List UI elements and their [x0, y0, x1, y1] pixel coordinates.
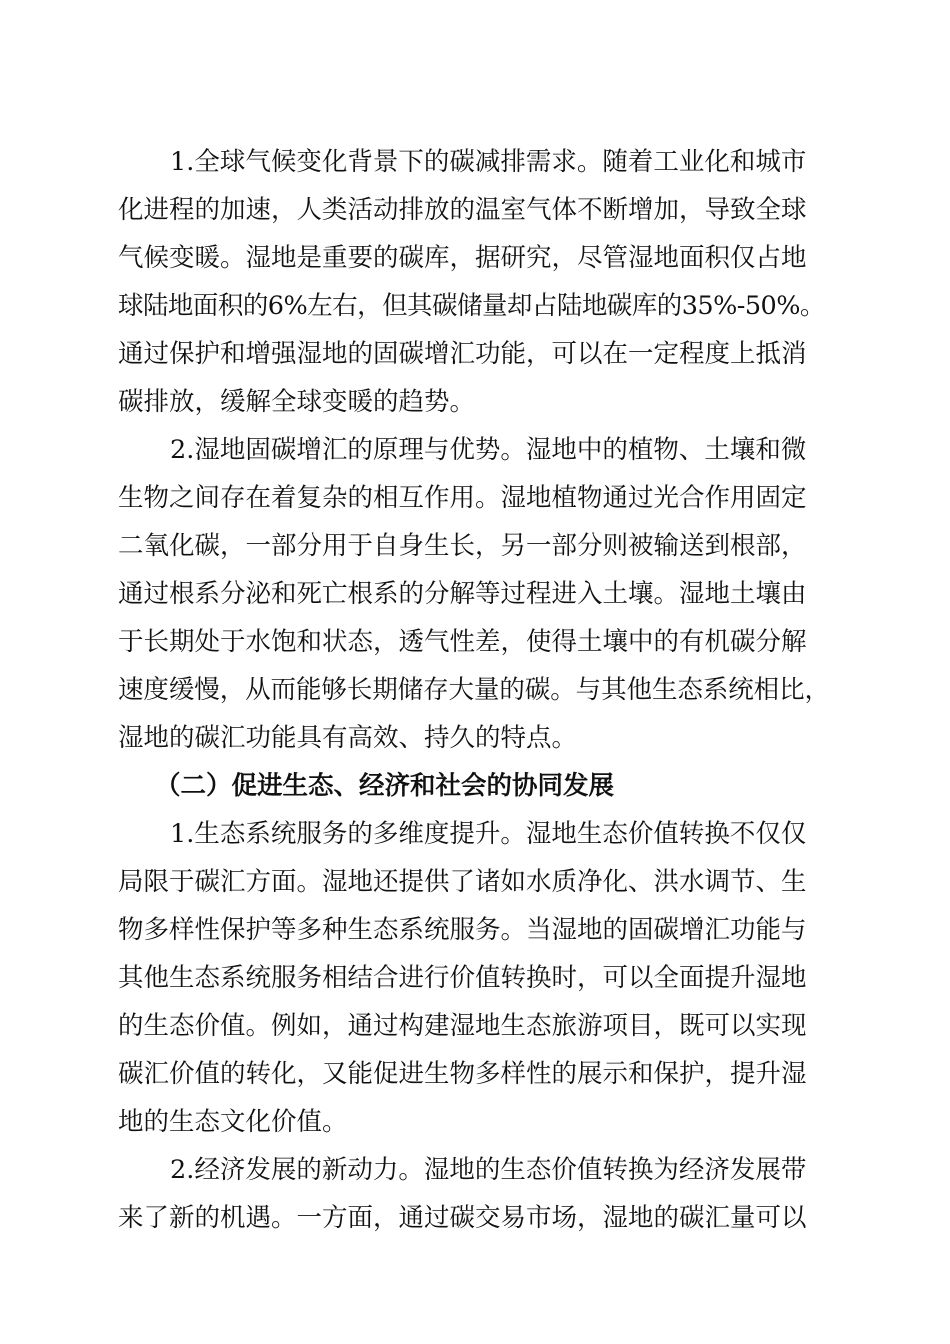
paragraph-1-line-5: [118, 334, 825, 374]
text: 通过根系分泌和死亡根系的分解等过程进入土壤。湿地土壤由: [118, 579, 807, 609]
paragraph-1-line-2: [118, 190, 825, 230]
paragraph-1-line-3: [118, 238, 825, 278]
paragraph-2-line-5: [118, 622, 825, 662]
paragraph-2-line-1: [170, 430, 825, 470]
paragraph-2-line-7: [118, 718, 577, 758]
text: 速度缓慢，从而能够长期储存大量的碳。与其他生态系统相比，: [118, 675, 830, 705]
text: 于长期处于水饱和状态，透气性差，使得土壤中的有机碳分解: [118, 627, 807, 657]
text: 物多样性保护等多种生态系统服务。当湿地的固碳增汇功能与: [118, 915, 807, 945]
text: 碳汇价值的转化，又能促进生物多样性的展示和保护，提升湿: [118, 1059, 807, 1089]
paragraph-3-line-7: [118, 1102, 348, 1142]
text: 2.经济发展的新动力。湿地的生态价值转换为经济发展带: [170, 1155, 807, 1185]
text: 化进程的加速，人类活动排放的温室气体不断增加，导致全球: [118, 195, 807, 225]
paragraph-2-line-4: [118, 574, 825, 614]
heading-text: （二）促进生态、经济和社会的协同发展: [155, 771, 615, 801]
paragraph-3-line-3: [118, 910, 825, 950]
text: 球陆地面积的6%左右，但其碳储量却占陆地碳库的35%-50%。: [118, 291, 825, 321]
text: 局限于碳汇方面。湿地还提供了诸如水质净化、洪水调节、生: [118, 867, 807, 897]
paragraph-3-line-6: [118, 1054, 825, 1094]
text: 2.湿地固碳增汇的原理与优势。湿地中的植物、土壤和微: [170, 435, 807, 465]
section-heading: [155, 766, 614, 806]
paragraph-1-line-1: [170, 142, 825, 182]
text: 1.全球气候变化背景下的碳减排需求。随着工业化和城市: [170, 147, 807, 177]
paragraph-2-line-2: [118, 478, 825, 518]
paragraph-3-line-1: [170, 814, 825, 854]
text: 其他生态系统服务相结合进行价值转换时，可以全面提升湿地: [118, 963, 807, 993]
text: 二氧化碳，一部分用于自身生长，另一部分则被输送到根部，: [118, 531, 807, 561]
text: 的生态价值。例如，通过构建湿地生态旅游项目，既可以实现: [118, 1011, 807, 1041]
text: 通过保护和增强湿地的固碳增汇功能，可以在一定程度上抵消: [118, 339, 807, 369]
text: 来了新的机遇。一方面，通过碳交易市场，湿地的碳汇量可以: [118, 1203, 807, 1233]
paragraph-1-line-4: [118, 286, 825, 326]
text: 1.生态系统服务的多维度提升。湿地生态价值转换不仅仅: [170, 819, 807, 849]
paragraph-3-line-4: [118, 958, 825, 998]
paragraph-2-line-6: [118, 670, 830, 710]
text: 生物之间存在着复杂的相互作用。湿地植物通过光合作用固定: [118, 483, 807, 513]
paragraph-2-line-3: [118, 526, 825, 566]
text: 碳排放，缓解全球变暖的趋势。: [118, 387, 476, 417]
text: 湿地的碳汇功能具有高效、持久的特点。: [118, 723, 578, 753]
text: 气候变暖。湿地是重要的碳库，据研究，尽管湿地面积仅占地: [118, 243, 807, 273]
paragraph-3-line-5: [118, 1006, 825, 1046]
paragraph-1-line-6: [118, 382, 475, 422]
paragraph-4-line-1: [170, 1150, 825, 1190]
paragraph-4-line-2: [118, 1198, 825, 1238]
paragraph-3-line-2: [118, 862, 825, 902]
text: 地的生态文化价值。: [118, 1107, 348, 1137]
